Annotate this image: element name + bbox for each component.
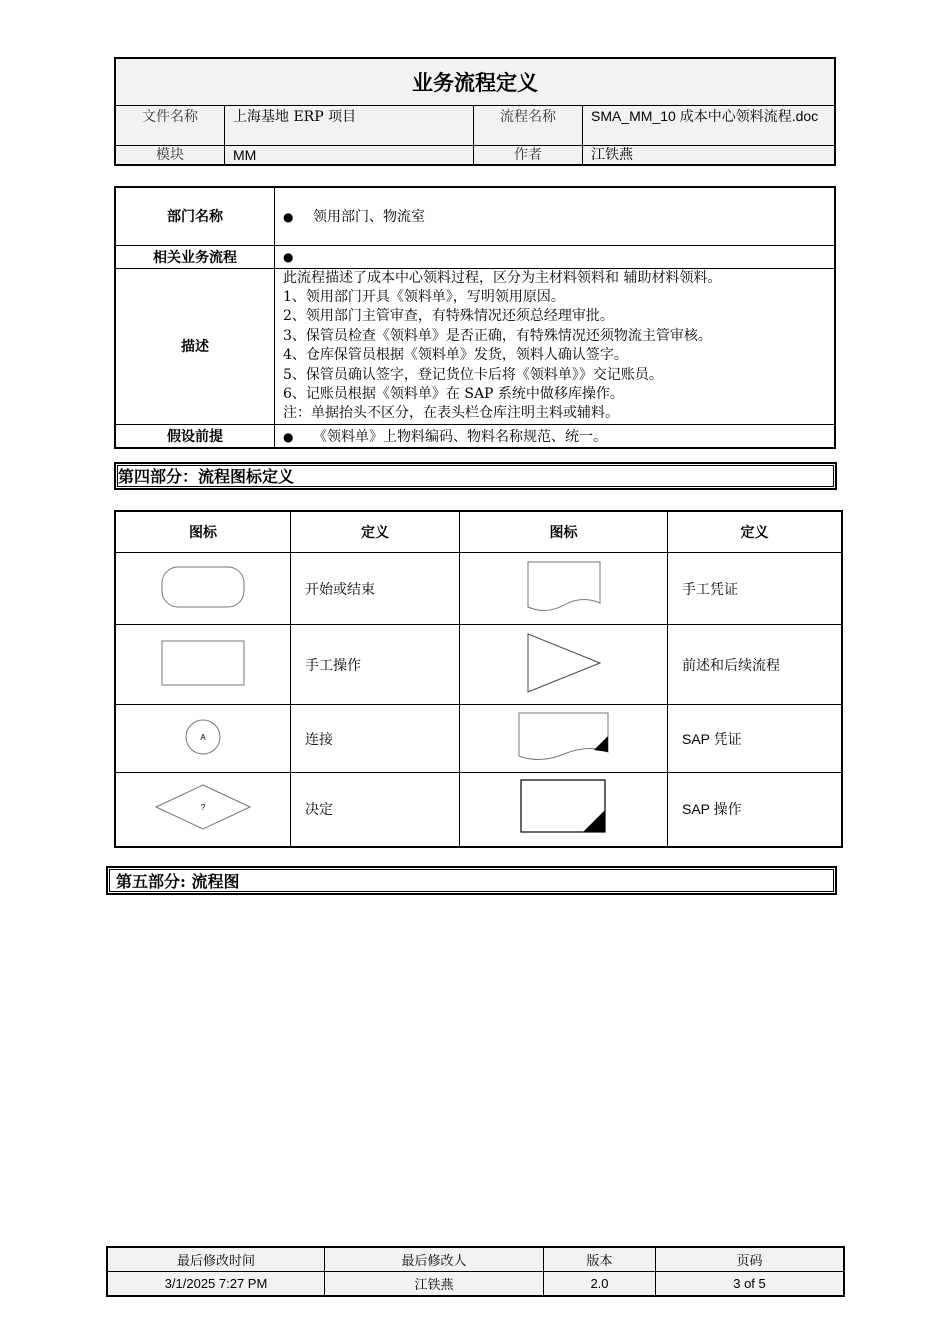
section-4-heading: 第四部分：流程图标定义 [114, 462, 837, 490]
description-cell [275, 268, 836, 424]
icon-cell [115, 553, 291, 625]
footer-label-modified-time: 最后修改时间 [107, 1247, 325, 1272]
icon-header: 图标 [115, 511, 291, 553]
bullet-icon: ● [283, 429, 294, 444]
file-name-value: 上海基地 ERP 项目 [225, 106, 474, 146]
assumption-label: 假设前提 [115, 424, 275, 448]
process-name-label: 流程名称 [474, 106, 583, 146]
connector-definition: 连接 [291, 705, 460, 773]
description-label: 描述 [115, 268, 275, 424]
process-name-value: SMA_MM_10 成本中心领料流程.doc [583, 106, 836, 146]
module-label: 模块 [115, 146, 225, 166]
author-label: 作者 [474, 146, 583, 166]
description-line: 6、记账员根据《领料单》在 SAP 系统中做移库操作。 [283, 385, 624, 402]
triangle-definition: 前述和后续流程 [668, 625, 843, 705]
sap-operation-icon [520, 779, 608, 835]
terminator-icon [161, 565, 245, 609]
footer-label-version: 版本 [544, 1247, 656, 1272]
icon-cell [460, 705, 668, 773]
footer-version: 2.0 [544, 1272, 656, 1297]
section-5-heading: 第五部分: 流程图 [106, 866, 837, 895]
dept-label: 部门名称 [115, 187, 275, 245]
footer-modified-by: 江铁燕 [325, 1272, 544, 1297]
sap-document-definition: SAP 凭证 [668, 705, 843, 773]
footer-table [106, 1246, 845, 1297]
dept-value: 领用部门、物流室 [313, 209, 425, 226]
description-line: 注：单据抬头不区分，在表头栏仓库注明主料或辅料。 [283, 405, 619, 422]
footer-page-number: 3 of 5 [656, 1272, 845, 1297]
definition-header: 定义 [291, 511, 460, 553]
icon-cell [460, 553, 668, 625]
description-line: 5、保管员确认签字，登记货位卡后将《领料单》》交记账员。 [283, 366, 663, 383]
icon-cell [460, 773, 668, 847]
process-definition: 手工操作 [291, 625, 460, 705]
related-process-label: 相关业务流程 [115, 245, 275, 268]
connector-icon [184, 718, 222, 756]
icon-cell [115, 625, 291, 705]
footer-modified-time: 3/1/2025 7:27 PM [107, 1272, 325, 1297]
description-line: 4、仓库保管员根据《领料单》发货，领料人确认签字。 [283, 347, 628, 364]
connector-glyph: A [200, 732, 206, 742]
footer-label-modified-by: 最后修改人 [325, 1247, 544, 1272]
icon-cell [460, 625, 668, 705]
assumption-cell [275, 424, 836, 448]
icon-cell [115, 773, 291, 847]
icon-cell [115, 705, 291, 773]
icon-header: 图标 [460, 511, 668, 553]
file-name-label: 文件名称 [115, 106, 225, 146]
bullet-icon: ● [283, 210, 294, 225]
description-line: 3、保管员检查《领料单》是否正确，有特殊情况还须物流主管审核。 [283, 327, 712, 344]
bullet-icon: ● [283, 249, 294, 264]
document-definition: 手工凭证 [668, 553, 843, 625]
dept-value-cell [275, 187, 836, 245]
description-line: 1、领用部门开具《领料单》，写明领用原因。 [283, 288, 565, 305]
process-icon [161, 640, 245, 686]
related-process-value [275, 245, 836, 268]
decision-glyph: ? [200, 803, 206, 813]
assumption-value: 《领料单》上物料编码、物料名称规范、统一。 [313, 428, 607, 445]
document-header [114, 57, 836, 166]
description-line: 此流程描述了成本中心领料过程，区分为主材料领料和 辅助材料领料。 [283, 269, 722, 286]
decision-icon [155, 784, 251, 830]
decision-definition: 决定 [291, 773, 460, 847]
module-value: MM [225, 146, 474, 166]
triangle-icon [527, 633, 601, 693]
footer-label-page: 页码 [656, 1247, 845, 1272]
description-line: 2、领用部门主管审查，有特殊情况还须总经理审批。 [283, 308, 614, 325]
author-value: 江铁燕 [583, 146, 836, 166]
icon-definition-table [114, 510, 843, 848]
terminator-definition: 开始或结束 [291, 553, 460, 625]
sap-operation-definition: SAP 操作 [668, 773, 843, 847]
process-info-table [114, 186, 836, 449]
sap-document-icon [518, 712, 610, 762]
definition-header: 定义 [668, 511, 843, 553]
document-icon [526, 561, 602, 613]
document-title: 业务流程定义 [115, 58, 835, 106]
